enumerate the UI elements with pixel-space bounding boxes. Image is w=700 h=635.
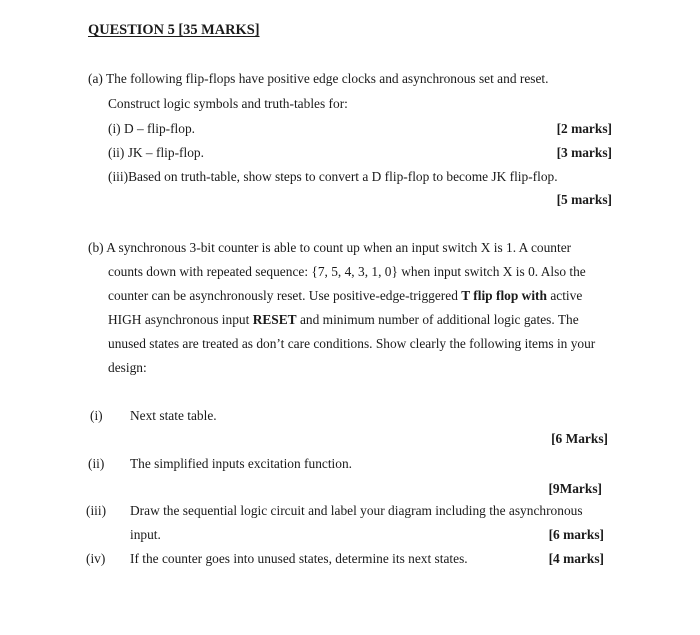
item-ii-label: (ii) bbox=[88, 456, 105, 471]
part-b-line-3-a: counter can be asynchronously reset. Use positive-edge-triggered bbox=[108, 288, 458, 303]
part-b-line-4 bbox=[108, 313, 579, 326]
item-ii-text: The simplified inputs excitation function. bbox=[130, 456, 353, 471]
item-iv-marks: [4 marks] bbox=[548, 551, 604, 566]
item-i-marks: [6 Marks] bbox=[551, 431, 608, 446]
part-b-line-4-b: and minimum number of additional logic gates. The bbox=[299, 312, 579, 327]
part-b-line-3-end: active bbox=[550, 288, 583, 303]
part-a-item-i-marks: [2 marks] bbox=[556, 121, 612, 136]
item-iii-text-2: input. bbox=[130, 527, 161, 542]
item-i-text: Next state table. bbox=[130, 408, 217, 423]
part-a-item-ii-marks: [3 marks] bbox=[556, 145, 612, 160]
part-a-item-ii: (ii) JK – flip-flop. bbox=[108, 145, 204, 160]
item-iv-text: If the counter goes into unused states, determine its next states. bbox=[130, 551, 468, 566]
part-b-line-3-bold: T flip flop with bbox=[461, 288, 547, 303]
part-b-line-4-a: HIGH asynchronous input bbox=[108, 312, 250, 327]
part-a-item-iii: (iii)Based on truth-table, show steps to convert a D flip-flop to become JK flip-flop. bbox=[108, 169, 558, 184]
item-iii-marks: [6 marks] bbox=[548, 527, 604, 542]
part-a-line-2: Construct logic symbols and truth-tables for: bbox=[108, 96, 348, 111]
item-i-label: (i) bbox=[90, 408, 103, 423]
part-b-line-2: counts down with repeated sequence: {7, 5, 4, 3, 1, 0} when input switch X is 0. Also the bbox=[108, 264, 586, 279]
question-title: QUESTION 5 [35 MARKS] bbox=[88, 22, 260, 38]
part-b-line-4-bold: RESET bbox=[252, 312, 297, 327]
part-a-item-iii-marks: [5 marks] bbox=[556, 192, 612, 207]
item-iv-label: (iv) bbox=[86, 551, 106, 566]
item-iii-label: (iii) bbox=[86, 503, 107, 518]
part-a-line-1: (a) The following flip-flops have positive edge clocks and asynchronous set and reset. bbox=[88, 71, 549, 86]
part-b-line-6: design: bbox=[108, 360, 147, 375]
part-a-item-i: (i) D – flip-flop. bbox=[108, 121, 196, 136]
part-b-line-1: (b) A synchronous 3-bit counter is able to count up when an input switch X is 1. A counter bbox=[88, 240, 572, 255]
part-b-line-3 bbox=[108, 289, 582, 302]
item-iii-text: Draw the sequential logic circuit and label your diagram including the asynchronous bbox=[130, 503, 583, 518]
item-ii-marks: [9Marks] bbox=[548, 481, 602, 496]
part-b-line-5: unused states are treated as don’t care conditions. Show clearly the following items in your bbox=[108, 336, 596, 351]
